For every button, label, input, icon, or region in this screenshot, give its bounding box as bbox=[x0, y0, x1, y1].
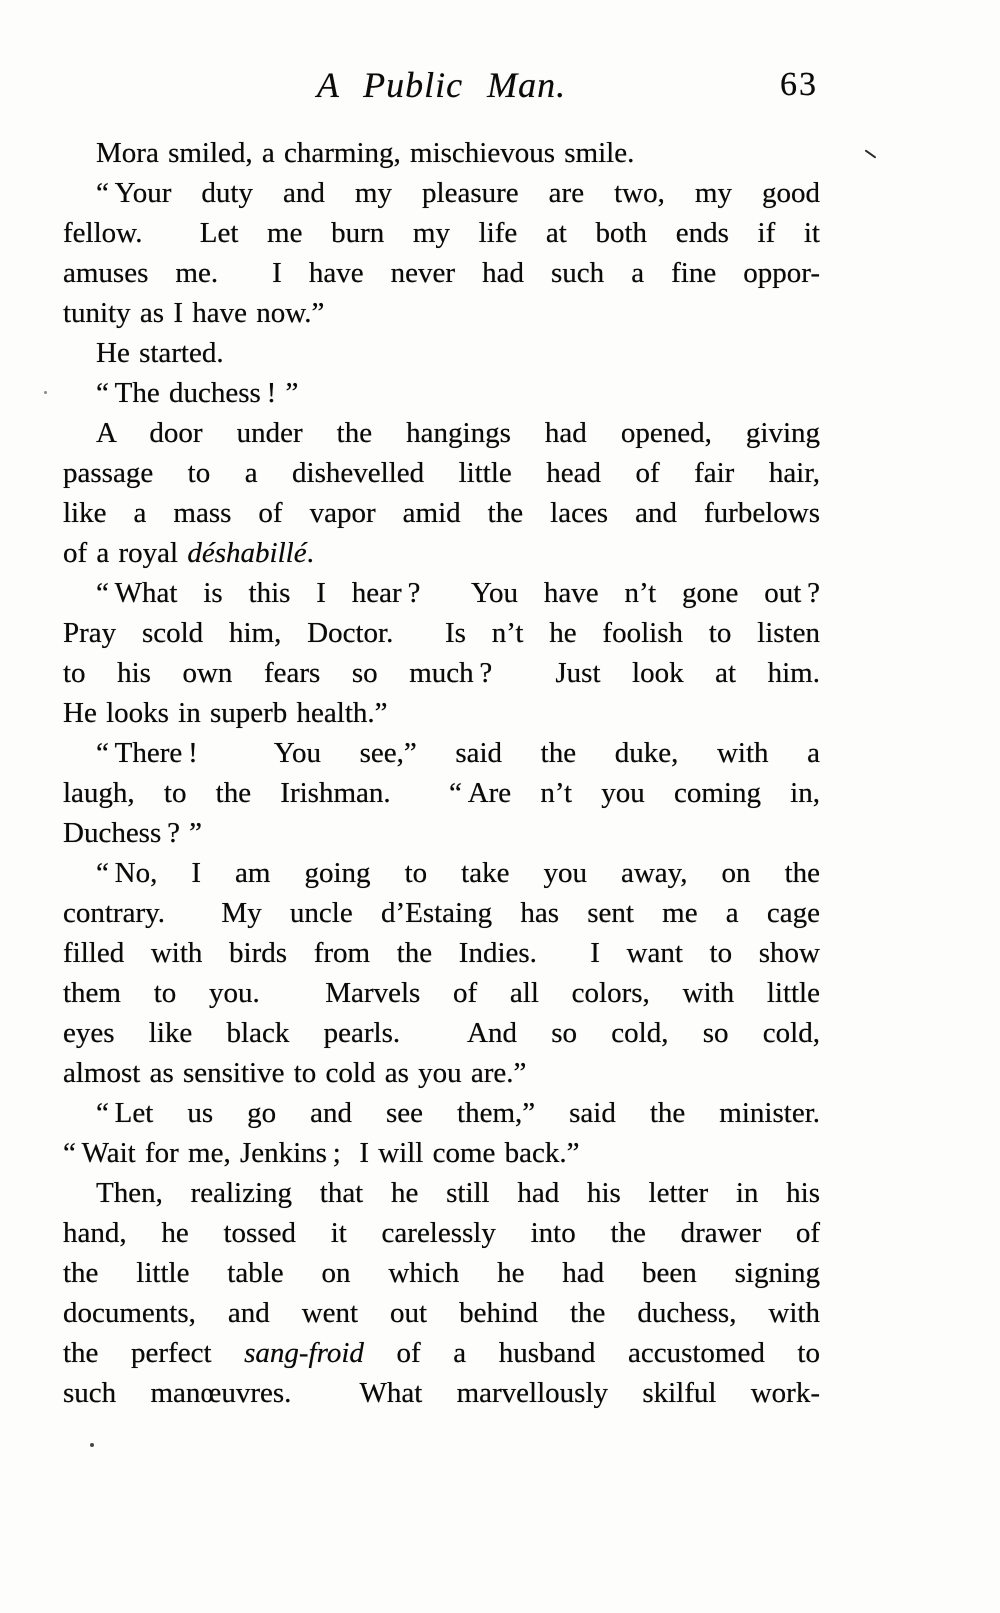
text-segment: A door under the hangings had opened, giving bbox=[96, 417, 820, 449]
text-segment: eyes like black pearls. And so cold, so cold, bbox=[63, 1017, 820, 1049]
page-number: 63 bbox=[780, 66, 818, 103]
scan-artifact-speck bbox=[90, 1443, 94, 1447]
text-line bbox=[63, 733, 820, 773]
text-line bbox=[63, 133, 820, 173]
text-segment: amuses me. I have never had such a fine oppor- bbox=[63, 257, 820, 289]
text-segment: “ Wait for me, Jenkins ; I will come back.” bbox=[63, 1137, 580, 1169]
text-line bbox=[63, 1293, 820, 1333]
text-segment: He looks in superb health.” bbox=[63, 697, 388, 729]
text-line bbox=[63, 1173, 820, 1213]
text-segment: Then, realizing that he still had his letter in his bbox=[96, 1177, 820, 1209]
scan-artifact-speck bbox=[44, 391, 47, 394]
text-line bbox=[63, 613, 820, 653]
text-segment: “ The duchess ! ” bbox=[96, 377, 299, 409]
text-segment: filled with birds from the Indies. I want to show bbox=[63, 937, 820, 969]
text-line bbox=[63, 1253, 820, 1293]
text-segment: fellow. Let me burn my life at both ends if it bbox=[63, 217, 820, 249]
text-line bbox=[63, 253, 820, 293]
text-segment: of a husband accustomed to bbox=[363, 1337, 820, 1369]
text-line bbox=[63, 293, 820, 333]
text-segment: to his own fears so much ? Just look at him. bbox=[63, 657, 820, 689]
text-line bbox=[63, 1213, 820, 1253]
text-segment: “ There ! You see,” said the duke, with a bbox=[96, 737, 820, 769]
text-segment: them to you. Marvels of all colors, with little bbox=[63, 977, 820, 1009]
text-segment: tunity as I have now.” bbox=[63, 297, 325, 329]
text-segment: laugh, to the Irishman. “ Are n’t you coming in, bbox=[63, 777, 820, 809]
text-line bbox=[63, 653, 820, 693]
text-segment: like a mass of vapor amid the laces and furbelows bbox=[63, 497, 820, 529]
text-line bbox=[63, 933, 820, 973]
running-header-title: A Public Man. bbox=[316, 65, 567, 105]
text-segment: “ No, I am going to take you away, on the bbox=[96, 857, 820, 889]
text-line bbox=[63, 173, 820, 213]
text-line bbox=[63, 573, 820, 613]
italic-phrase: déshabillé bbox=[187, 537, 307, 569]
page-body bbox=[63, 133, 820, 1413]
text-line bbox=[63, 1373, 820, 1413]
text-line bbox=[63, 493, 820, 533]
text-line bbox=[63, 893, 820, 933]
text-segment: such manœuvres. What marvellously skilful work- bbox=[63, 1377, 820, 1409]
text-line bbox=[63, 853, 820, 893]
scan-artifact-tick-mark bbox=[865, 149, 877, 158]
text-line bbox=[63, 533, 820, 573]
text-line bbox=[63, 453, 820, 493]
text-line bbox=[63, 373, 820, 413]
text-segment: contrary. My uncle d’Estaing has sent me a cage bbox=[63, 897, 820, 929]
text-line bbox=[63, 693, 820, 733]
text-segment: “ What is this I hear ? You have n’t gone out ? bbox=[96, 577, 820, 609]
text-segment: documents, and went out behind the duchess, with bbox=[63, 1297, 820, 1329]
text-segment: . bbox=[306, 537, 314, 569]
text-line bbox=[63, 1013, 820, 1053]
text-segment: passage to a dishevelled little head of fair hair, bbox=[63, 457, 820, 489]
text-line bbox=[63, 333, 820, 373]
text-segment: Pray scold him, Doctor. Is n’t he foolish to listen bbox=[63, 617, 820, 649]
text-segment: the little table on which he had been signing bbox=[63, 1257, 820, 1289]
text-line bbox=[63, 1133, 820, 1173]
text-line bbox=[63, 1053, 820, 1093]
text-segment: “ Your duty and my pleasure are two, my good bbox=[96, 177, 820, 209]
running-header bbox=[63, 62, 820, 108]
text-line bbox=[63, 773, 820, 813]
text-line bbox=[63, 213, 820, 253]
text-segment: almost as sensitive to cold as you are.” bbox=[63, 1057, 527, 1089]
text-line bbox=[63, 973, 820, 1013]
text-segment: the perfect bbox=[63, 1337, 245, 1369]
text-segment: hand, he tossed it carelessly into the drawer of bbox=[63, 1217, 820, 1249]
text-segment: “ Let us go and see them,” said the minister. bbox=[96, 1097, 820, 1129]
text-line bbox=[63, 813, 820, 853]
text-line bbox=[63, 1093, 820, 1133]
italic-phrase: sang-froid bbox=[244, 1337, 364, 1369]
text-segment: of a royal bbox=[63, 537, 188, 569]
text-line bbox=[63, 413, 820, 453]
text-segment: Duchess ? ” bbox=[63, 817, 203, 849]
text-segment: Mora smiled, a charming, mischievous smile. bbox=[96, 137, 635, 169]
text-line bbox=[63, 1333, 820, 1373]
text-segment: He started. bbox=[96, 337, 224, 369]
